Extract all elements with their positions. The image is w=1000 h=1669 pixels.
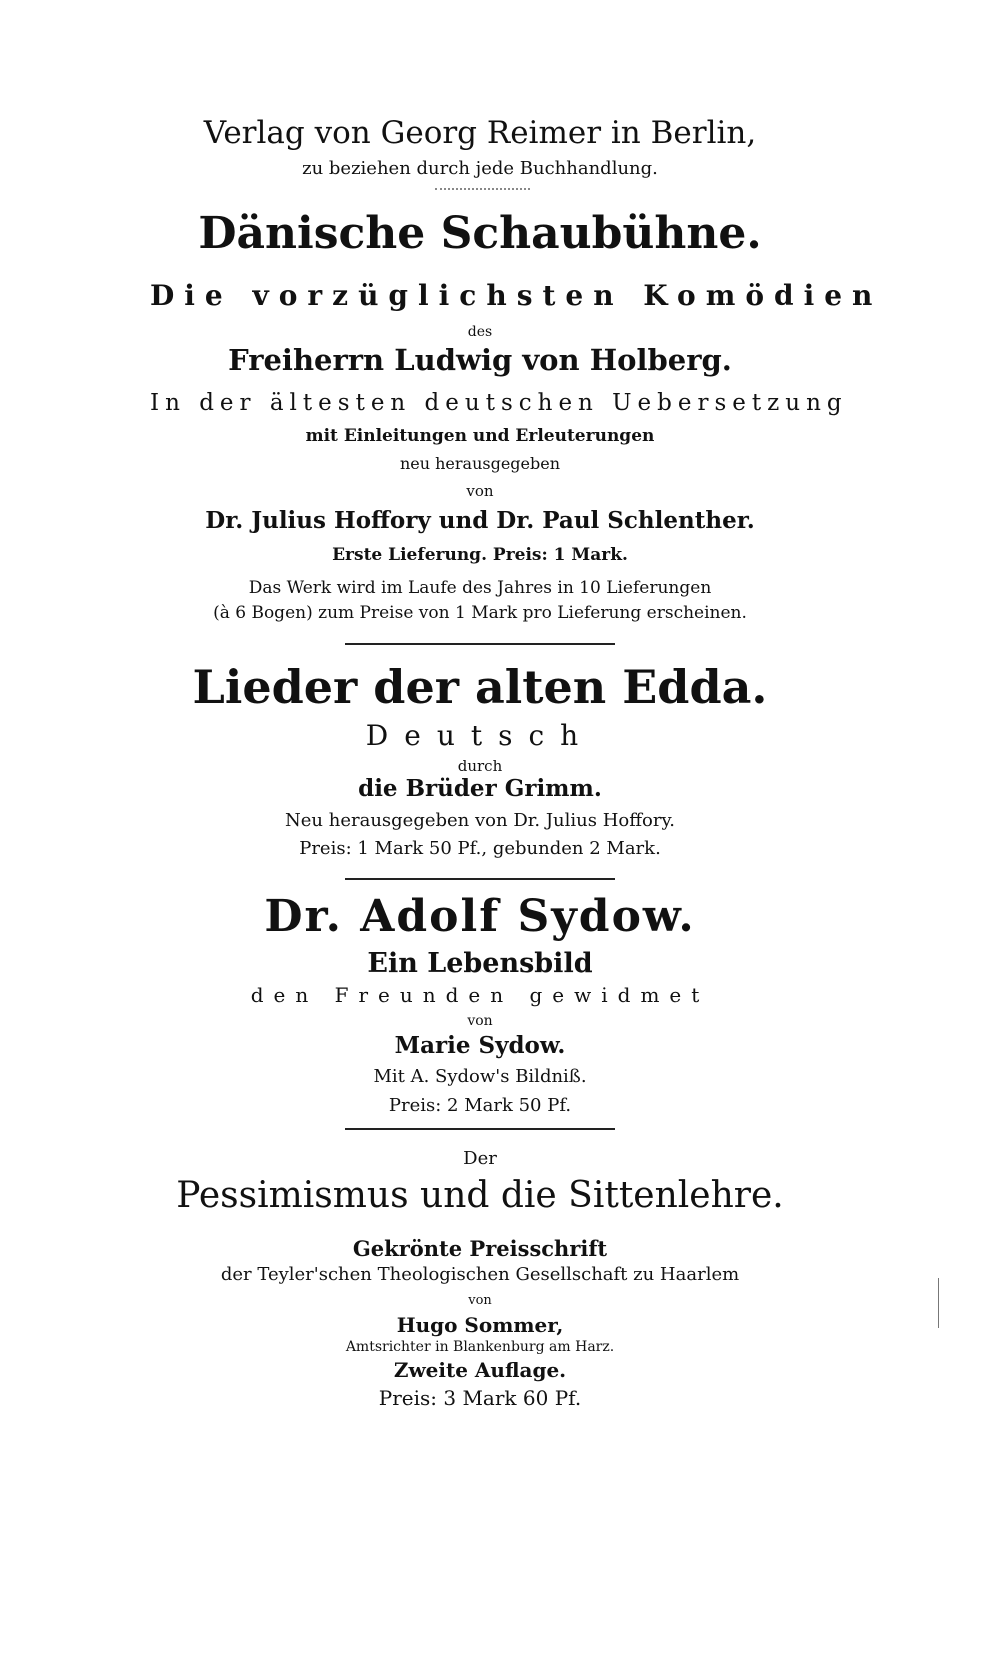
section1-des: des <box>467 324 493 340</box>
section3-dedication: den Freunden gewidmet <box>250 983 710 1007</box>
section3-portrait: Mit A. Sydow's Bildniß. <box>373 1066 587 1087</box>
divider-rule-1 <box>345 643 615 645</box>
section2-edited: Neu herausgegeben von Dr. Julius Hoffory. <box>285 810 675 831</box>
section1-note-line2: (à 6 Bogen) zum Preise von 1 Mark pro Lieferung erscheinen. <box>213 603 747 623</box>
advertisement-page <box>150 0 883 1669</box>
section1-title: Dänische Schaubühne. <box>198 208 762 259</box>
publisher-subline: zu beziehen durch jede Buchhandlung. <box>302 158 658 179</box>
section1-von: von <box>466 482 494 500</box>
dotted-divider <box>435 188 530 190</box>
section2-deutsch: Deutsch <box>365 719 595 752</box>
divider-rule-3 <box>345 1128 615 1130</box>
section1-first-part: Erste Lieferung. Preis: 1 Mark. <box>332 545 628 565</box>
section4-der: Der <box>463 1148 497 1169</box>
section4-von: von <box>468 1293 492 1308</box>
section1-notes: mit Einleitungen und Erleuterungen <box>305 426 655 446</box>
section2-authors: die Brüder Grimm. <box>358 775 602 802</box>
section3-von: von <box>467 1013 493 1029</box>
section4-edition: Zweite Auflage. <box>393 1358 567 1382</box>
section3-title: Dr. Adolf Sydow. <box>264 891 696 942</box>
section3-price: Preis: 2 Mark 50 Pf. <box>388 1095 572 1116</box>
section2-title: Lieder der alten Edda. <box>192 660 768 714</box>
margin-mark <box>938 1278 939 1328</box>
section1-note-line1: Das Werk wird im Laufe des Jahres in 10 Lieferungen <box>248 578 712 598</box>
section4-price: Preis: 3 Mark 60 Pf. <box>378 1386 582 1410</box>
section2-durch: durch <box>457 757 503 775</box>
section4-title: Pessimismus und die Sittenlehre. <box>176 1175 784 1216</box>
section1-editors: Dr. Julius Hoffory und Dr. Paul Schlenther. <box>205 507 755 534</box>
section4-award: Gekrönte Preisschrift <box>352 1236 608 1261</box>
section3-subtitle: Ein Lebensbild <box>367 948 593 979</box>
divider-rule-2 <box>345 878 615 880</box>
publisher-line: Verlag von Georg Reimer in Berlin, <box>203 115 757 151</box>
section1-author: Freiherrn Ludwig von Holberg. <box>228 343 732 377</box>
section1-subtitle: Die vorzüglichsten Komödien <box>150 279 883 312</box>
section3-author: Marie Sydow. <box>394 1032 566 1059</box>
section4-author: Hugo Sommer, <box>396 1313 564 1337</box>
section1-edited: neu herausgegeben <box>399 454 561 473</box>
section4-author-role: Amtsrichter in Blankenburg am Harz. <box>345 1339 615 1355</box>
section4-society: der Teyler'schen Theologischen Gesellschaft zu Haarlem <box>220 1264 740 1285</box>
section1-translation: In der ältesten deutschen Uebersetzung <box>150 390 848 416</box>
section2-price: Preis: 1 Mark 50 Pf., gebunden 2 Mark. <box>299 838 661 859</box>
